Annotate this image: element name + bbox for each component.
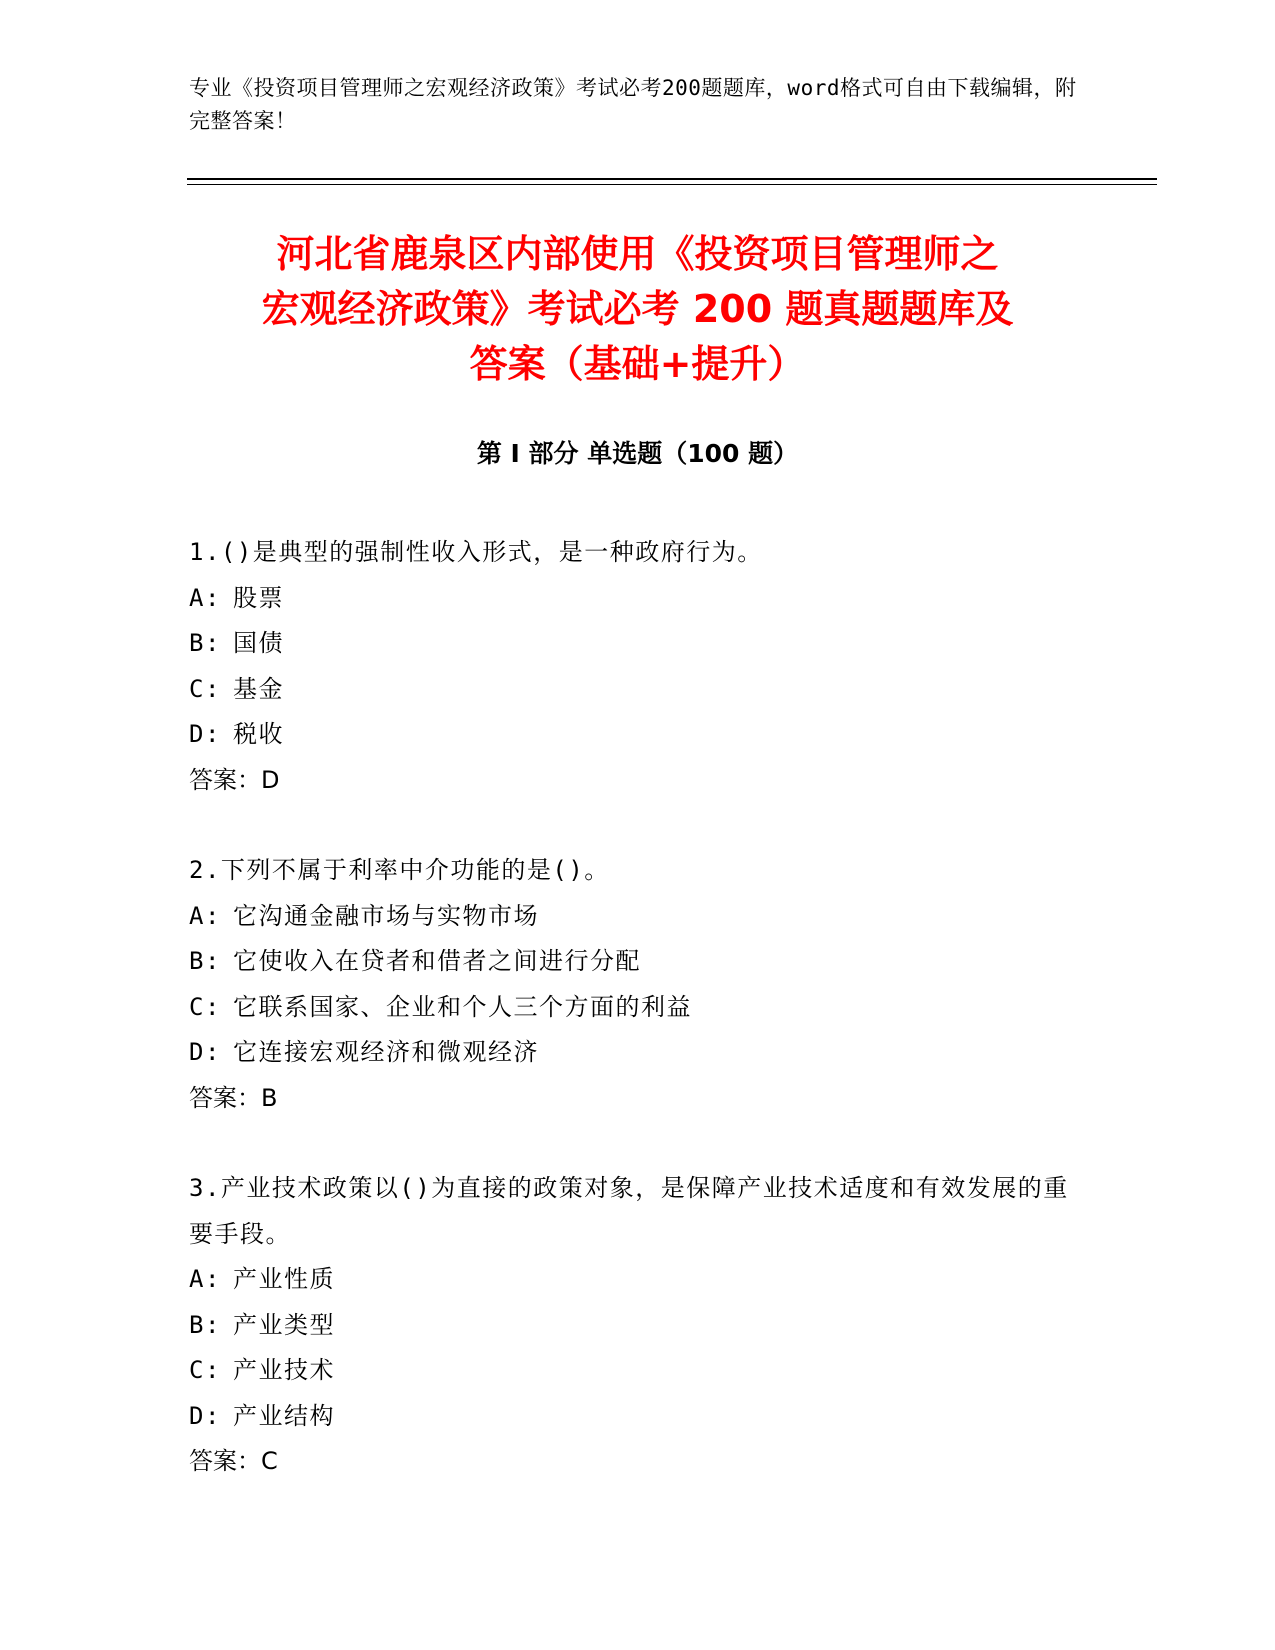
option-letter: D:: [189, 720, 221, 748]
option-a: [189, 576, 1069, 622]
option-text: 基金: [233, 674, 284, 703]
title-line-3: 答案（基础+提升）: [469, 342, 806, 386]
option-c: [189, 985, 1069, 1031]
option-letter: C:: [189, 992, 221, 1021]
option-text: 产业类型: [233, 1310, 335, 1339]
answer-value: B: [261, 1083, 278, 1112]
option-text: 它连接宏观经济和微观经济: [233, 1038, 539, 1066]
option-text: 产业性质: [233, 1265, 335, 1293]
title-line-1: 河北省鹿泉区内部使用《投资项目管理师之: [276, 232, 999, 276]
option-c: [189, 667, 1069, 713]
question-1: [189, 530, 1069, 803]
option-letter: C:: [189, 1356, 221, 1384]
answer-line: [189, 758, 1069, 804]
answer-line: [189, 1076, 1069, 1122]
option-b: [189, 1303, 1069, 1349]
option-letter: D:: [189, 1038, 221, 1066]
option-b: [189, 621, 1069, 667]
option-letter: B:: [189, 947, 221, 975]
option-text: 它沟通金融市场与实物市场: [233, 901, 539, 930]
question-3: [189, 1166, 1069, 1485]
option-d: [189, 1394, 1069, 1440]
header-divider-thin: [187, 184, 1157, 185]
option-c: [189, 1348, 1069, 1394]
question-stem: 2.下列不属于利率中介功能的是()。: [189, 856, 610, 884]
answer-value: C: [261, 1447, 278, 1475]
option-text: 它联系国家、企业和个人三个方面的利益: [233, 992, 692, 1021]
option-text: 产业技术: [233, 1356, 335, 1384]
header-note: 专业《投资项目管理师之宏观经济政策》考试必考200题题库，word格式可自由下载编辑，附完整答案！: [189, 76, 1077, 133]
answer-line: [189, 1439, 1069, 1485]
answer-label: 答案：: [189, 1083, 261, 1112]
question-2: [189, 848, 1069, 1121]
option-letter: C:: [189, 674, 221, 703]
option-a: [189, 894, 1069, 940]
option-text: 国债: [233, 629, 284, 657]
option-letter: A:: [189, 901, 221, 930]
question-list: [189, 530, 1069, 1485]
section-heading: 第 I 部分 单选题（100 题）: [476, 439, 799, 468]
option-letter: A:: [189, 1265, 221, 1293]
option-text: 产业结构: [233, 1401, 335, 1430]
answer-label: 答案：: [189, 765, 261, 794]
header-divider-thick: [187, 178, 1157, 180]
question-stem: 1.()是典型的强制性收入形式，是一种政府行为。: [189, 538, 763, 566]
option-b: [189, 939, 1069, 985]
option-letter: A:: [189, 583, 221, 612]
option-letter: B:: [189, 1310, 221, 1339]
answer-label: 答案：: [189, 1447, 261, 1475]
option-a: [189, 1257, 1069, 1303]
document-title: [150, 227, 1125, 392]
option-letter: D:: [189, 1401, 221, 1430]
title-line-2: 宏观经济政策》考试必考 200 题真题题库及: [261, 287, 1014, 331]
option-d: [189, 712, 1069, 758]
option-text: 它使收入在贷者和借者之间进行分配: [233, 947, 641, 975]
option-text: 股票: [233, 583, 284, 612]
question-stem: 3.产业技术政策以()为直接的政策对象，是保障产业技术适度和有效发展的重要手段。: [189, 1174, 1069, 1248]
option-d: [189, 1030, 1069, 1076]
option-text: 税收: [233, 720, 284, 748]
answer-value: D: [261, 765, 280, 794]
option-letter: B:: [189, 629, 221, 657]
